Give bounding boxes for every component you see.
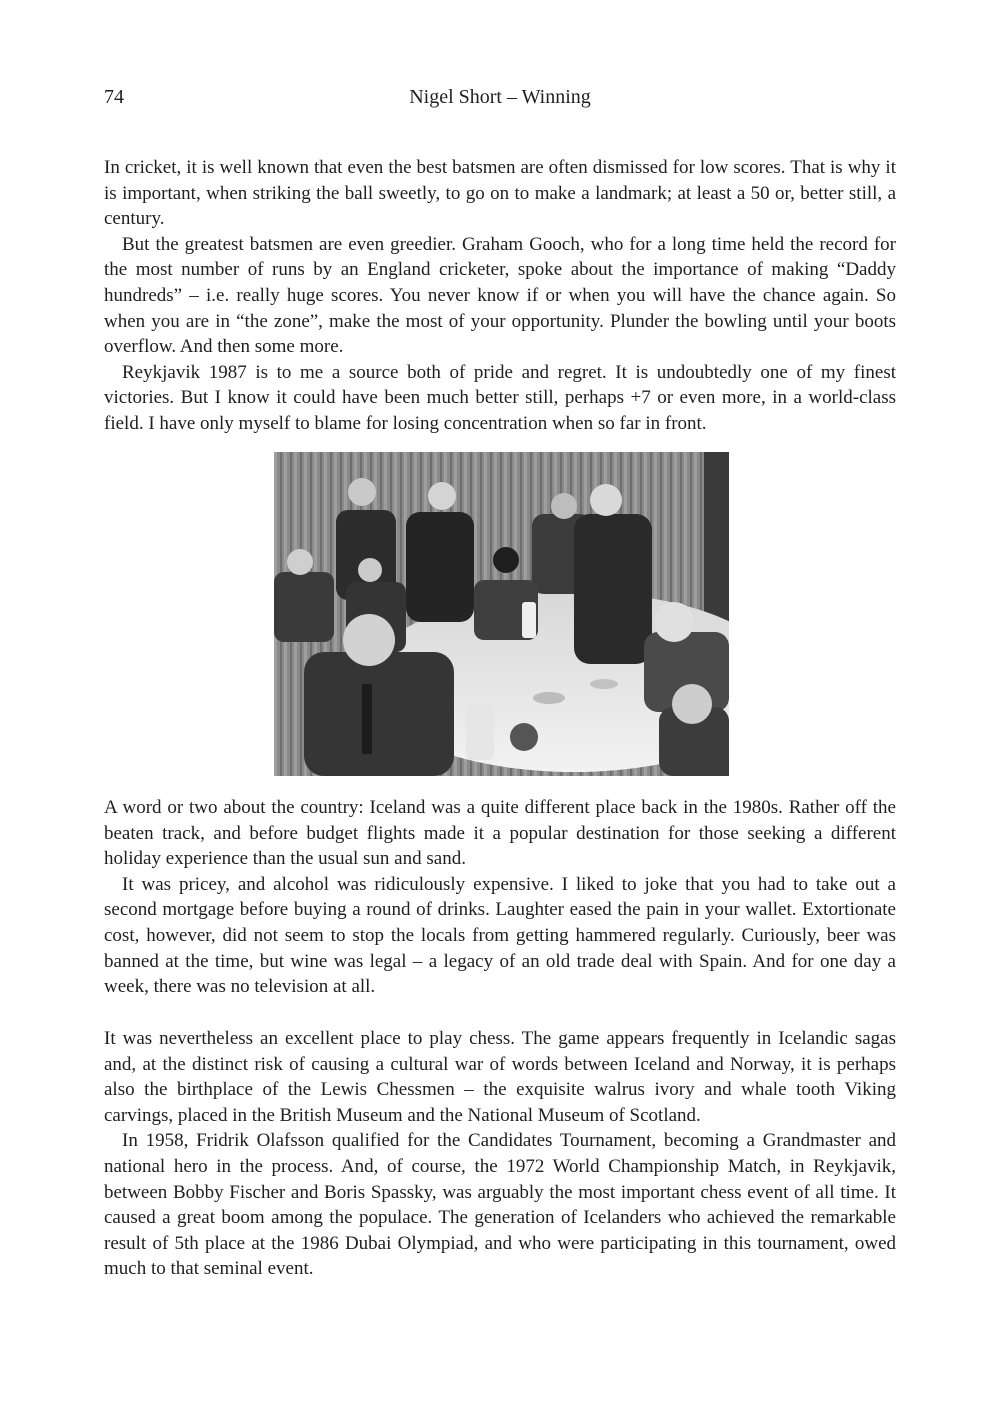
paragraph: Reykjavik 1987 is to me a source both of pride and regret. It is undoubtedly one of my finest victories. But I know it could have been much better still, perhaps +7 or even more, in a world-class field. I have only myself to blame for losing concentration when so far in front. — [104, 361, 896, 434]
photo-illustration-icon — [274, 452, 729, 776]
paragraph: In cricket, it is well known that even the best batsmen are often dismissed for low scores. That is why it is important, when striking the ball sweetly, to go on to make a landmark; at least a 50 or, better still, a century. — [104, 157, 896, 230]
paragraph: But the greatest batsmen are even greedier. Graham Gooch, who for a long time held the record for the most number of runs by an England cricketer, spoke about the importance of making “Daddy hundreds” – i.e. really huge scores. You never know if or when you will have the chance again. So when you are in “the zone”, make the most of your opportunity. Plunder the bowling until your boots overflow. And then some more. — [104, 233, 896, 358]
running-title: Nigel Short – Winning — [409, 86, 591, 108]
press-conference-photo — [274, 452, 729, 776]
paragraph: In 1958, Fridrik Olafsson qualified for the Candidates Tournament, becoming a Grandmaster and national hero in the process. And, of course, the 1972 World Championship Match, in Reykjavik, between Bobby Fischer and Boris Spassky, was arguably the most important chess event of all time. It caused a great boom among the populace. The generation of Icelanders who achieved the remarkable result of 5th place at the 1986 Dubai Olympiad, and who were participating in this tournament, owed much to that seminal event. — [104, 1130, 896, 1280]
paragraph: A word or two about the country: Iceland was a quite different place back in the 1980s. Rather off the beaten track, and before budget flights made it a popular destination for those seeking a different holiday experience than the usual sun and sand. — [104, 797, 896, 870]
page-header — [104, 86, 896, 114]
paragraph: It was pricey, and alcohol was ridiculously expensive. I liked to joke that you had to take out a second mortgage before buying a round of drinks. Laughter eased the pain in your wallet. Extortionate cost, however, did not seem to stop the locals from getting hammered regularly. Curiously, beer was banned at the time, but wine was legal – a legacy of an old trade deal with Spain. And for one day a week, there was no television at all. — [104, 873, 896, 998]
text-section-3 — [104, 1026, 896, 1282]
text-section-1 — [104, 155, 896, 437]
text-section-2 — [104, 795, 896, 1000]
paragraph: It was nevertheless an excellent place to play chess. The game appears frequently in Icelandic sagas and, at the distinct risk of causing a cultural war of words between Iceland and Norway, it is perhaps also the birthplace of the Lewis Chessmen – the exquisite walrus ivory and whale tooth Viking carvings, placed in the British Museum and the National Museum of Scotland. — [104, 1028, 896, 1126]
page-number: 74 — [104, 86, 124, 108]
